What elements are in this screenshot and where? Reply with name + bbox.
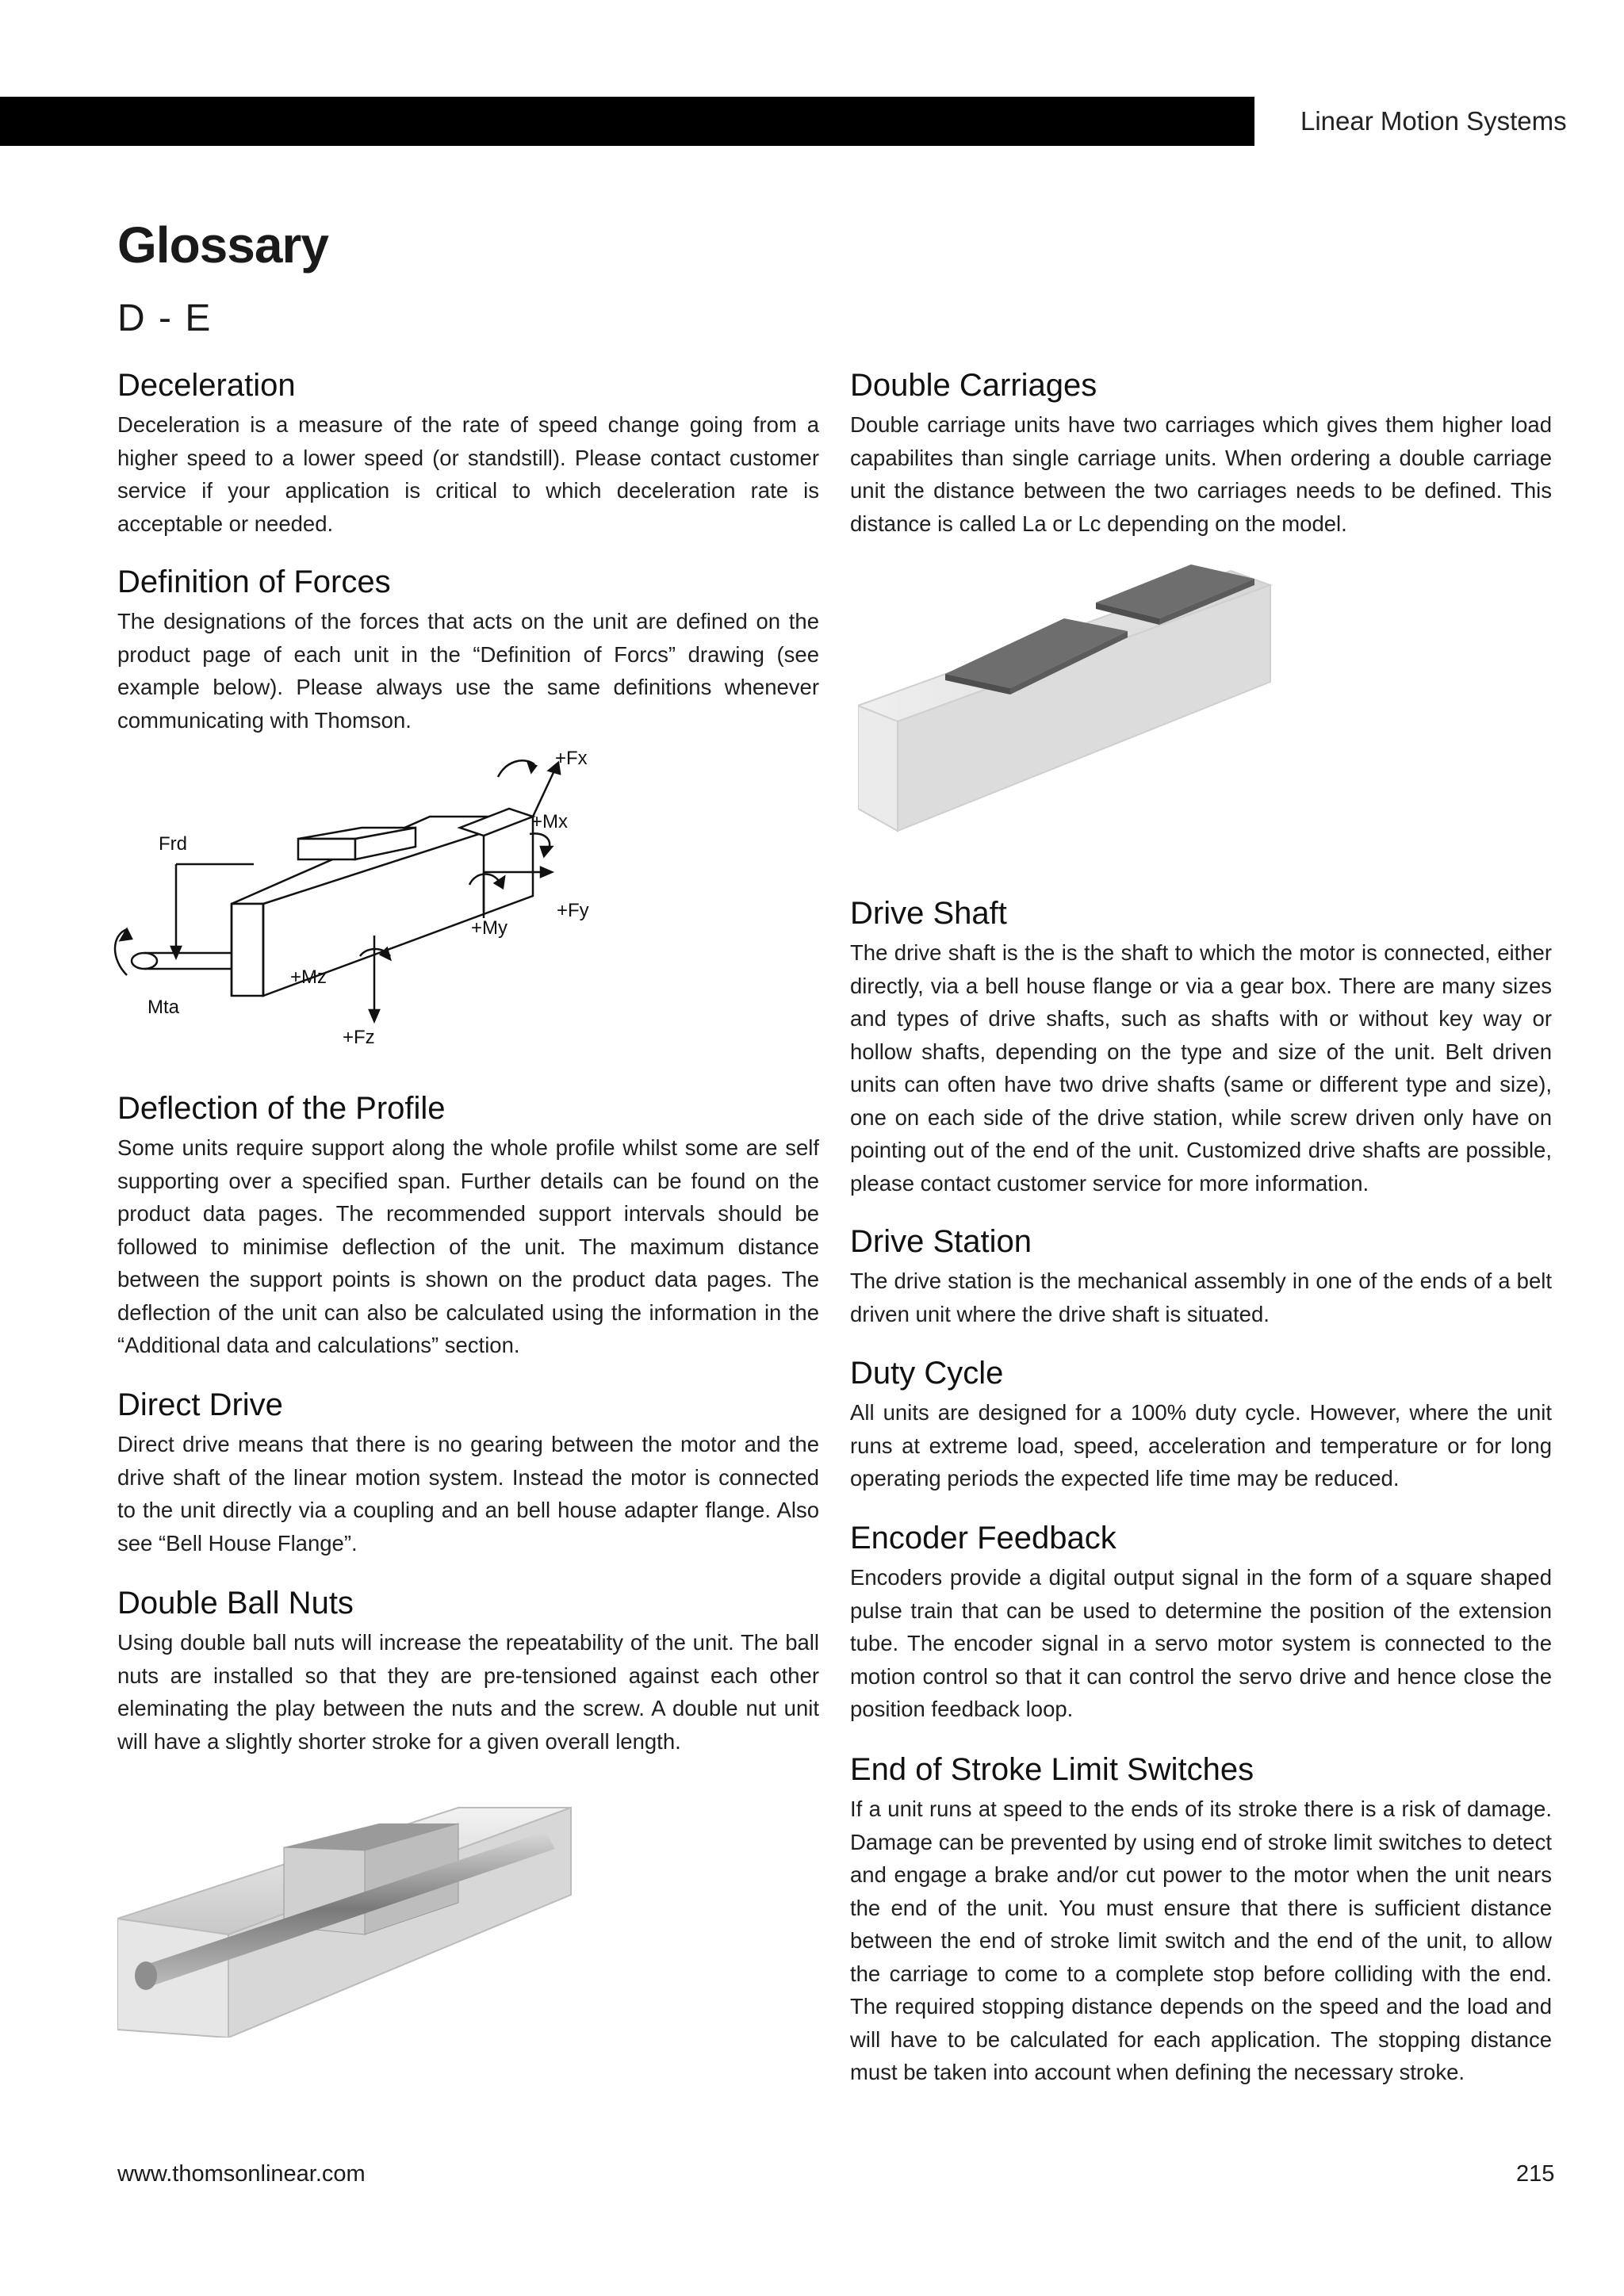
label-frd: Frd <box>159 833 187 855</box>
label-fy: +Fy <box>557 900 589 921</box>
page-subtitle: D - E <box>117 297 213 339</box>
term-description: If a unit runs at speed to the ends of its stroke there is a risk of damage. Damage can be prevented by using end of stroke limit switches to detect and engage a brake and/or cut power to the motor when the unit nears the end of the unit. You must ensure that there is sufficient distance between the end of stroke limit switch and the end of the unit, to allow the carriage to come to a complete stop before colliding with the end. The required stopping distance depends on the speed and the load and will have to be calculated for each application. The stopping distance must be taken into account when defining the necessary stroke. <box>850 1797 1552 2084</box>
page-number: 215 <box>1516 2161 1555 2187</box>
term-heading: Deflection of the Profile <box>117 1091 446 1126</box>
entry-drive-station <box>850 1224 1552 1330</box>
label-mz: +Mz <box>290 966 327 988</box>
entry-deflection-of-profile <box>117 1091 819 1362</box>
term-description: Deceleration is a measure of the rate of speed change going from a higher speed to a lower speed (or standstill). Please contact customer service if your application is critical to which deceleration rate is acceptable or needed. <box>117 412 819 536</box>
term-heading: Double Ball Nuts <box>117 1586 354 1621</box>
label-mta: Mta <box>147 997 180 1018</box>
entry-deceleration <box>117 368 819 540</box>
entry-definition-of-forces <box>117 564 819 737</box>
term-heading: Encoder Feedback <box>850 1521 1116 1556</box>
term-heading: Drive Station <box>850 1224 1032 1259</box>
term-description: Using double ball nuts will increase the repeatability of the unit. The ball nuts are installed so that they are pre-tensioned against each other eleminating the play between the nuts and the screw. A double nut unit will have a slightly shorter stroke for a given overall length. <box>117 1630 819 1754</box>
label-fx: +Fx <box>555 748 588 769</box>
term-description: Some units require support along the whole profile whilst some are self supporting over a specified span. Further details can be found on the product data pages. The recommended support intervals should be followed to minimise deflection of the unit. The maximum distance between the support points is shown on the product data pages. The deflection of the unit can also be calculated using the information in the “Additional data and calculations” section. <box>117 1135 819 1357</box>
term-heading: End of Stroke Limit Switches <box>850 1752 1254 1787</box>
entry-duty-cycle <box>850 1356 1552 1495</box>
entry-direct-drive <box>117 1387 819 1559</box>
page-title: Glossary <box>117 216 328 274</box>
term-heading: Double Carriages <box>850 368 1097 403</box>
term-heading: Definition of Forces <box>117 564 391 599</box>
footer-url: www.thomsonlinear.com <box>117 2161 366 2187</box>
term-description: The drive station is the mechanical assembly in one of the ends of a belt driven unit where the drive shaft is situated. <box>850 1269 1552 1326</box>
term-heading: Deceleration <box>117 368 296 403</box>
entry-double-carriages <box>850 368 1552 540</box>
label-fz: +Fz <box>343 1027 375 1048</box>
term-description: The drive shaft is the is the shaft to which the motor is connected, either directly, via a bell house flange or via a gear box. There are many sizes and types of drive shafts, such as shafts with or without key way or hollow shafts, depending on the type and size of the unit. Belt driven units can often have two drive shafts (same or different type and size), one on each side of the drive station, while screw driven only have on pointing out of the end of the unit. Customized drive shafts are possible, please contact customer service for more information. <box>850 940 1552 1196</box>
label-mx: +Mx <box>531 811 569 832</box>
term-heading: Direct Drive <box>117 1387 283 1422</box>
term-description: All units are designed for a 100% duty cycle. However, where the unit runs at extreme load, speed, acceleration and temperature or for long operating periods the expected life time may be reduced. <box>850 1400 1552 1490</box>
term-heading: Drive Shaft <box>850 896 1007 931</box>
double-ball-nut-illustration <box>117 1800 577 2038</box>
term-description: Double carriage units have two carriages which gives them higher load capabilites than single carriage units. When ordering a double carriage unit the distance between the two carriages needs to be defined. This distance is called La or Lc depending on the model. <box>850 412 1552 536</box>
section-label: Linear Motion Systems <box>1300 106 1567 136</box>
term-heading: Duty Cycle <box>850 1356 1004 1391</box>
forces-diagram <box>111 745 714 1062</box>
term-description: Encoders provide a digital output signal in the form of a square shaped pulse train that can be used to determine the position of the extension tube. The encoder signal in a servo motor system is connected to the motion control so that it can control the servo drive and hence close the position feedback loop. <box>850 1565 1552 1721</box>
entry-end-of-stroke-limit-switches <box>850 1752 1552 2089</box>
label-my: +My <box>471 917 508 939</box>
double-carriages-illustration <box>858 555 1318 840</box>
term-description: The designations of the forces that acts on the unit are defined on the product page of each unit in the “Definition of Forcs” drawing (see example below). Please always use the same definitions whenever communicating with Thomson. <box>117 609 819 733</box>
term-description: Direct drive means that there is no gearing between the motor and the drive shaft of the linear motion system. Instead the motor is connected to the unit directly via a coupling and an bell house adapter flange. Also see “Bell House Flange”. <box>117 1432 819 1556</box>
entry-double-ball-nuts <box>117 1586 819 1758</box>
entry-encoder-feedback <box>850 1521 1552 1726</box>
header-bar <box>0 97 1254 146</box>
entry-drive-shaft <box>850 896 1552 1200</box>
